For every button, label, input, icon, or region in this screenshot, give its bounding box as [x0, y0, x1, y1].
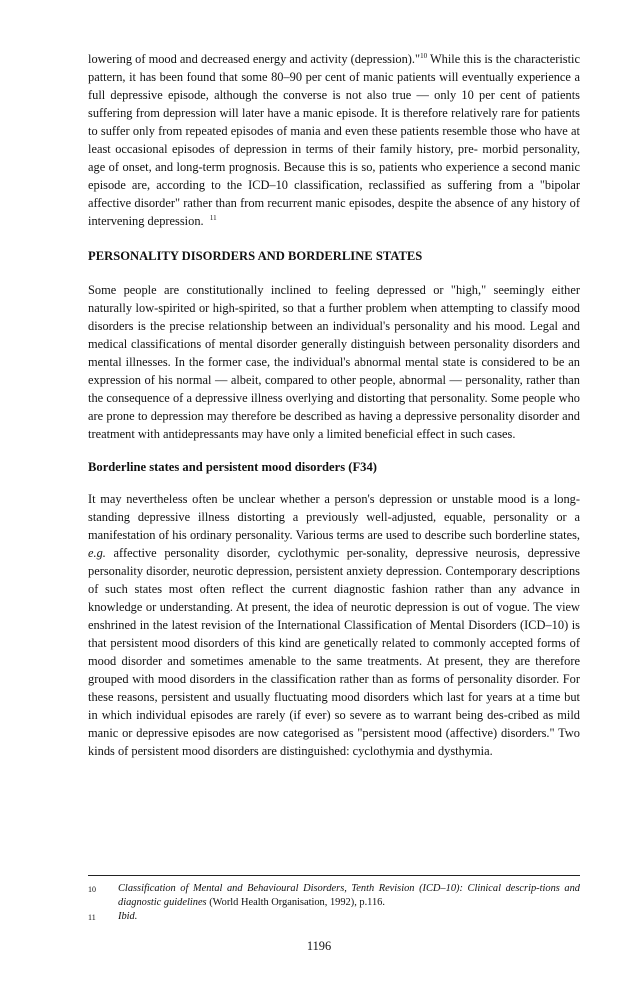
footnote-title: Ibid. — [118, 911, 138, 922]
page-number: 1196 — [306, 939, 332, 953]
subsection-heading: Borderline states and persistent mood disorders (F34) — [88, 460, 377, 474]
paragraph-text: lowering of mood and decreased energy and activity (depression)." — [88, 52, 421, 66]
footnote-11 — [88, 910, 580, 925]
italic-eg: e.g. — [88, 546, 106, 560]
footnote-number: 10 — [88, 885, 96, 894]
paragraph-text: While this is the characteristic pattern, it has been found that some 80–90 per cent of manic patients will eventually experience a full depressive episode, although the converse is not also true — only 10 per cent of patients suffering from depression will later have a manic episode. It is therefore relatively rare for patients to suffer only from repeated episodes of mania and even these patients resemble those who have at least occasional episodes of depression in terms of their family history, pre- morbid personality, age of onset, and long-term prognosis. Because this is so, patients who experience a second manic episode are, according to the ICD–10 classification, reclassified as suffering from a "bipolar affective disorder" rather than from recurrent manic episodes, despite the absence of any history of intervening depression. — [88, 52, 580, 228]
paragraph-continued — [88, 50, 580, 230]
footnote-text — [118, 882, 580, 910]
footnote-text — [118, 910, 580, 925]
footnote-source: (World Health Organisation, 1992), p.116. — [206, 897, 385, 908]
paragraph-text: It may nevertheless often be unclear whether a person's depression or unstable mood is a long-standing depressive illness distorting a previously well-adjusted, equable, personality or a manifestation of his ordinary personality. Various terms are used to describe such borderline states, — [88, 492, 580, 542]
footnote-title: Classification of Mental and Behavioural Disorders, Tenth Revision (ICD–10): Clinical descrip-tions and diagnostic guidelines — [118, 883, 580, 908]
footnote-divider — [88, 875, 580, 876]
paragraph-borderline — [88, 490, 580, 760]
page-body — [88, 50, 580, 760]
footnote-number: 11 — [88, 913, 96, 922]
paragraph-personality: Some people are constitutionally inclined to feeling depressed or "high," seemingly either naturally low-spirited or high-spirited, so that a further problem when attempting to classify mood disorders is the precise relationship between an individual's personality and his mood. Legal and medical classifications of mental disorder generally distinguish between personality disorders and mental illnesses. In the former case, the individual's abnormal mental state is considered to be an expression of his normal — albeit, compared to other people, abnormal — personality, rather than the consequence of a depressive illness overlying and distorting that personality. Some people who are prone to depression may therefore be described as having a depressive personality disorder and treatment with antidepressants may have only a limited beneficial effect in such cases. — [88, 283, 580, 441]
footnote-10 — [88, 882, 580, 910]
paragraph-text: affective personality disorder, cyclothymic per-sonality, depressive neurosis, depressive personality disorder, neurotic depression, persistent anxiety depression. Contemporary descriptions of such states most often reflect the current diagnostic fashion rather than any advance in knowledge or understanding. At present, the idea of neurotic depression is out of vogue. The view enshrined in the latest revision of the International Classification of Mental Disorders (ICD–10) is that persistent mood disorders of this kind are genetically related to commonly accepted forms of mood disorder and sometimes amenable to the same treatments. At present, they are therefore grouped with mood disorders in the classification rather than as forms of personality disorder. For these reasons, persistent and usually fluctuating mood disorders which last for years at a time but in which individual episodes are rarely (if ever) so severe as to warrant being des-cribed as mild manic or depressive episodes are now categorised as "persistent mood (affective) disorders." Two kinds of persistent mood disorders are distinguished: cyclothymia and dysthymia. — [88, 546, 580, 758]
section-heading: PERSONALITY DISORDERS AND BORDERLINE STATES — [88, 249, 423, 263]
footnote-ref-10[interactable]: 10 — [420, 51, 428, 60]
footnotes — [88, 882, 580, 925]
footnote-ref-11[interactable]: 11 — [209, 213, 217, 222]
